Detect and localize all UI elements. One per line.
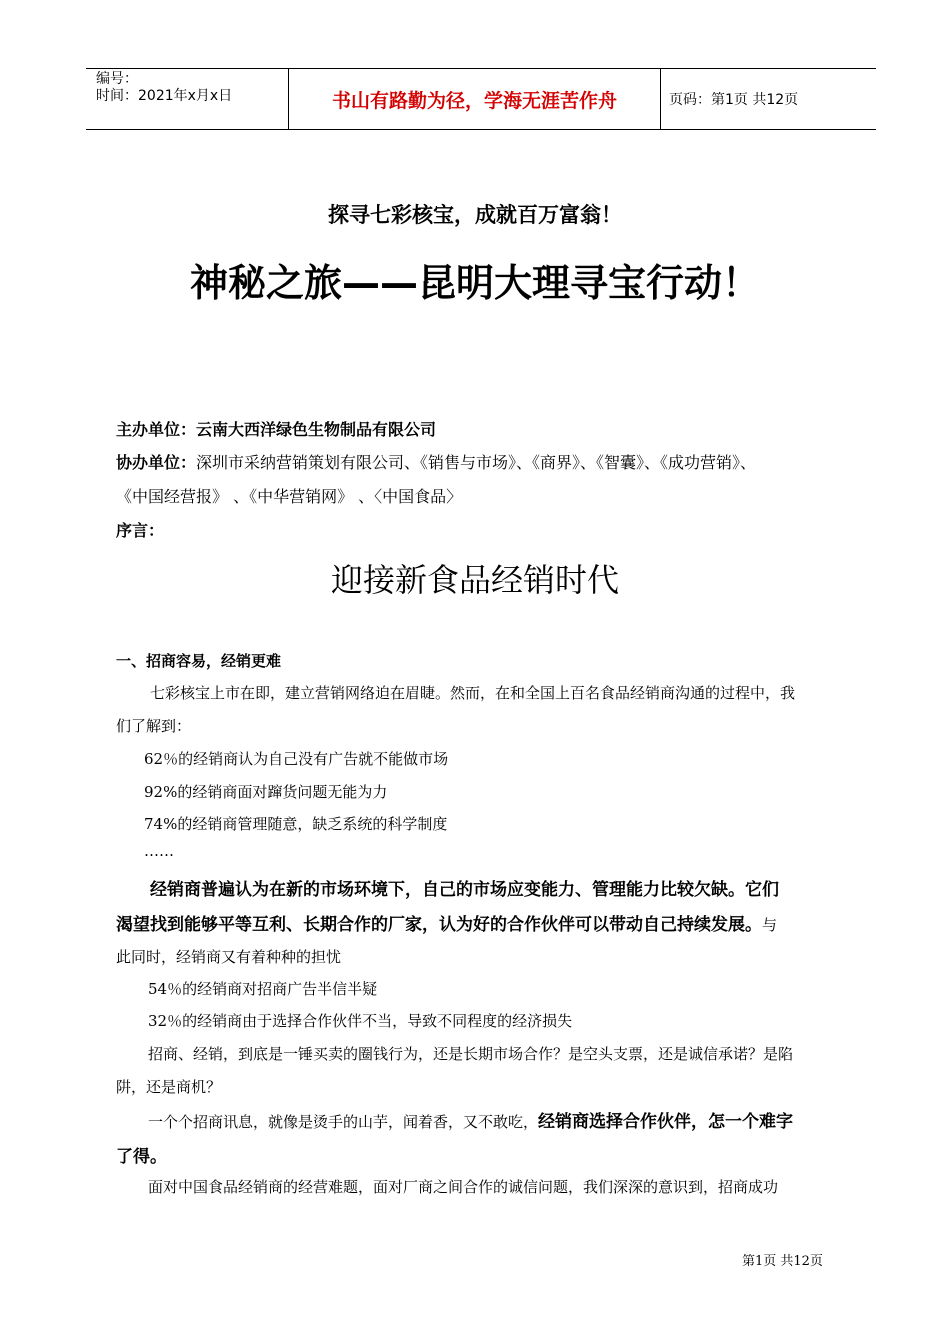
page-footer: 第1页 共12页 — [742, 1254, 823, 1269]
ellipsis: …… — [144, 842, 174, 860]
stat-item: 62％的经销商认为自己没有广告就不能做市场 — [144, 750, 449, 768]
stat-item: 32％的经销商由于选择合作伙伴不当，导致不同程度的经济损失 — [148, 1012, 573, 1030]
header-meta — [86, 69, 288, 129]
para4-bold: 经销商选择合作伙伴，怎一个难字 — [538, 1112, 794, 1132]
section-heading: 一、招商容易，经销更难 — [116, 652, 282, 670]
serial-label: 编号： — [96, 71, 138, 87]
para4-normal: 一个个招商讯息，就像是烫手的山芋，闻着香，又不敢吃， — [148, 1113, 539, 1131]
document-subtitle: 探寻七彩核宝，成就百万富翁！ — [328, 203, 622, 227]
document-header — [86, 68, 876, 130]
stat-item: 54％的经销商对招商广告半信半疑 — [148, 980, 378, 998]
para2-tail: 与 — [762, 916, 778, 934]
host-label: 主办单位： — [116, 420, 197, 439]
host-line — [116, 417, 436, 440]
host-value: 云南大西洋绿色生物制品有限公司 — [196, 420, 437, 439]
header-motto-cell — [288, 69, 661, 129]
para1-line1: 七彩核宝上市在即，建立营销网络迫在眉睫。然而，在和全国上百名食品经销商沟通的过程中，我 — [150, 684, 796, 702]
para3-line2: 阱，还是商机？ — [116, 1078, 222, 1096]
cohost-value-1: 深圳市采纳营销策划有限公司、《销售与市场》、《商界》、《智囊》、《成功营销》、 — [196, 453, 757, 472]
cohost-line-2: 《中国经营报》 、《中华营销网》 、〈中国食品〉 — [116, 487, 463, 506]
para2-bold-line1: 经销商普遍认为在新的市场环境下，自己的市场应变能力、管理能力比较欠缺。它们 — [150, 880, 779, 900]
preface-label-text: 序言： — [116, 521, 165, 540]
para2-line3: 此同时，经销商又有着种种的担忧 — [116, 948, 342, 966]
date-text: 时间：2021年x月x日 — [96, 88, 233, 104]
para4-line2: 了得。 — [116, 1147, 167, 1167]
preface-label — [116, 518, 164, 541]
header-motto: 书山有路勤为径，学海无涯苦作舟 — [331, 89, 617, 112]
para1-line2: 们了解到： — [116, 717, 192, 735]
stat-item: 92%的经销商面对蹿货问题无能为力 — [144, 783, 388, 801]
cohost-label: 协办单位： — [116, 453, 197, 472]
stat-item: 74%的经销商管理随意，缺乏系统的科学制度 — [144, 815, 448, 833]
para4-line1 — [148, 1107, 793, 1132]
para5-line1: 面对中国食品经销商的经营难题，面对厂商之间合作的诚信问题，我们深深的意识到，招商成功 — [148, 1178, 779, 1196]
para2-line2 — [116, 910, 777, 935]
header-page-info: 页码：第1页 共12页 — [669, 92, 799, 108]
para2-bold-line2: 渴望找到能够平等互利、长期合作的厂家，认为好的合作伙伴可以带动自己持续发展。 — [116, 915, 762, 935]
cohost-line-1 — [116, 450, 756, 473]
preface-title: 迎接新食品经销时代 — [330, 561, 619, 599]
para3-line1: 招商、经销，到底是一锤买卖的圈钱行为，还是长期市场合作？是空头支票，还是诚信承诺？是陷 — [148, 1045, 794, 1063]
document-title: 神秘之旅——昆明大理寻宝行动！ — [189, 261, 760, 305]
